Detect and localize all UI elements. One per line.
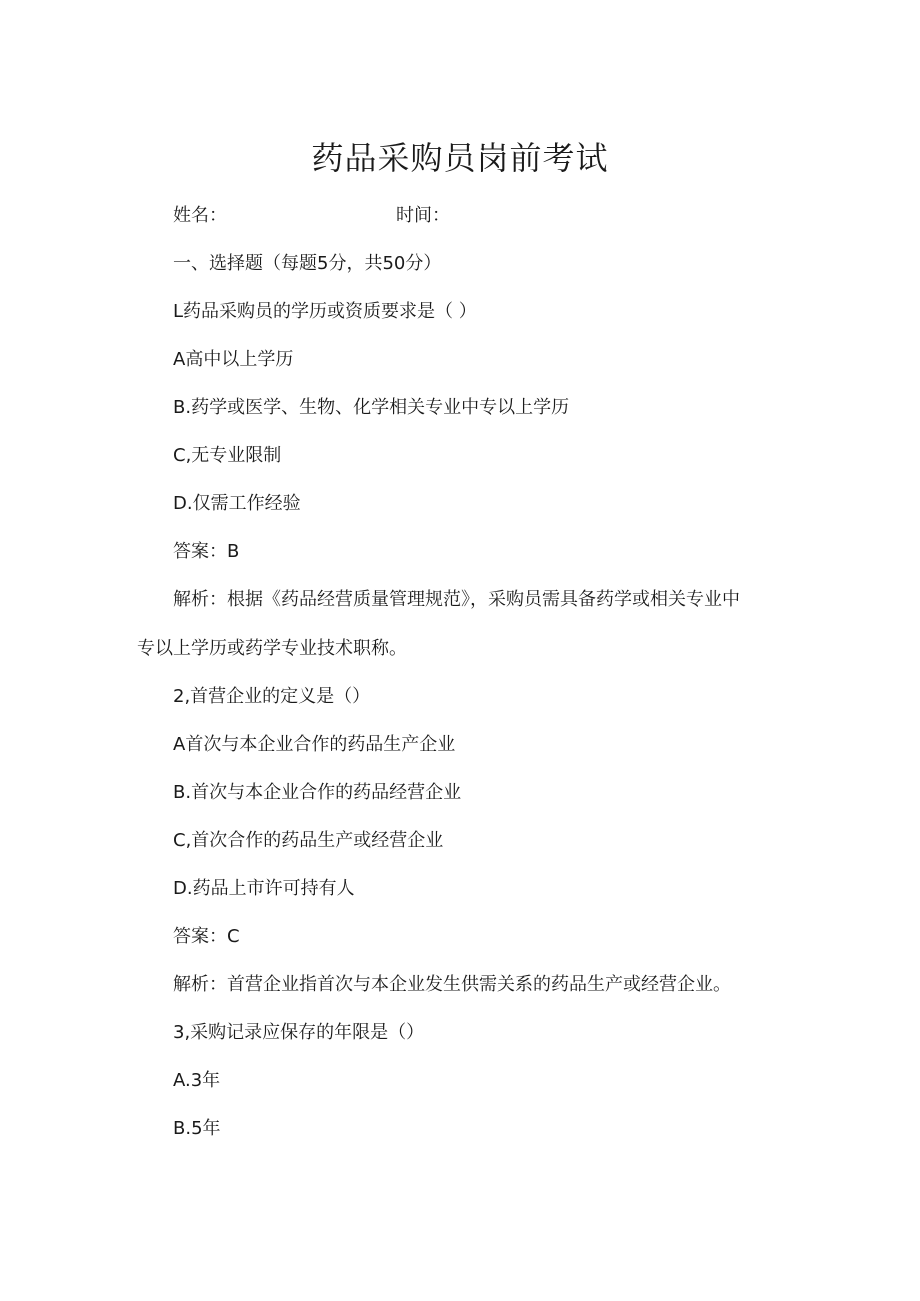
q3-option-b: B.5年 xyxy=(173,1118,221,1139)
q2-option-c: C,首次合作的药品生产或经营企业 xyxy=(173,830,444,851)
q2-answer: 答案：C xyxy=(173,926,240,947)
q1-option-b: B.药学或医学、生物、化学相关专业中专以上学历 xyxy=(173,397,570,418)
section-heading: 一、选择题（每题5分，共50分） xyxy=(173,253,442,274)
q2-explanation: 解析：首营企业指首次与本企业发生供需关系的药品生产或经营企业。 xyxy=(173,974,731,995)
q2-option-d: D.药品上市许可持有人 xyxy=(173,878,355,899)
q1-explanation-cont: 专以上学历或药学专业技术职称。 xyxy=(137,638,407,659)
info-row xyxy=(173,204,450,228)
time-label: 时间： xyxy=(396,205,450,226)
question-2: 2,首营企业的定义是（） xyxy=(173,686,371,707)
question-1: L药品采购员的学历或资质要求是（ ） xyxy=(173,301,477,322)
page-title: 药品采购员岗前考试 xyxy=(311,139,609,177)
q3-option-a: A.3年 xyxy=(173,1070,221,1091)
q1-option-a: A高中以上学历 xyxy=(173,349,294,370)
q1-option-c: C,无专业限制 xyxy=(173,445,282,466)
q1-answer: 答案：B xyxy=(173,541,240,562)
name-label: 姓名： xyxy=(173,205,227,226)
q2-option-b: B.首次与本企业合作的药品经营企业 xyxy=(173,782,462,803)
q1-option-d: D.仅需工作经验 xyxy=(173,493,301,514)
q2-option-a: A首次与本企业合作的药品生产企业 xyxy=(173,734,456,755)
question-3: 3,采购记录应保存的年限是（） xyxy=(173,1022,425,1043)
q1-explanation: 解析：根据《药品经营质量管理规范》，采购员需具备药学或相关专业中 xyxy=(173,589,740,610)
